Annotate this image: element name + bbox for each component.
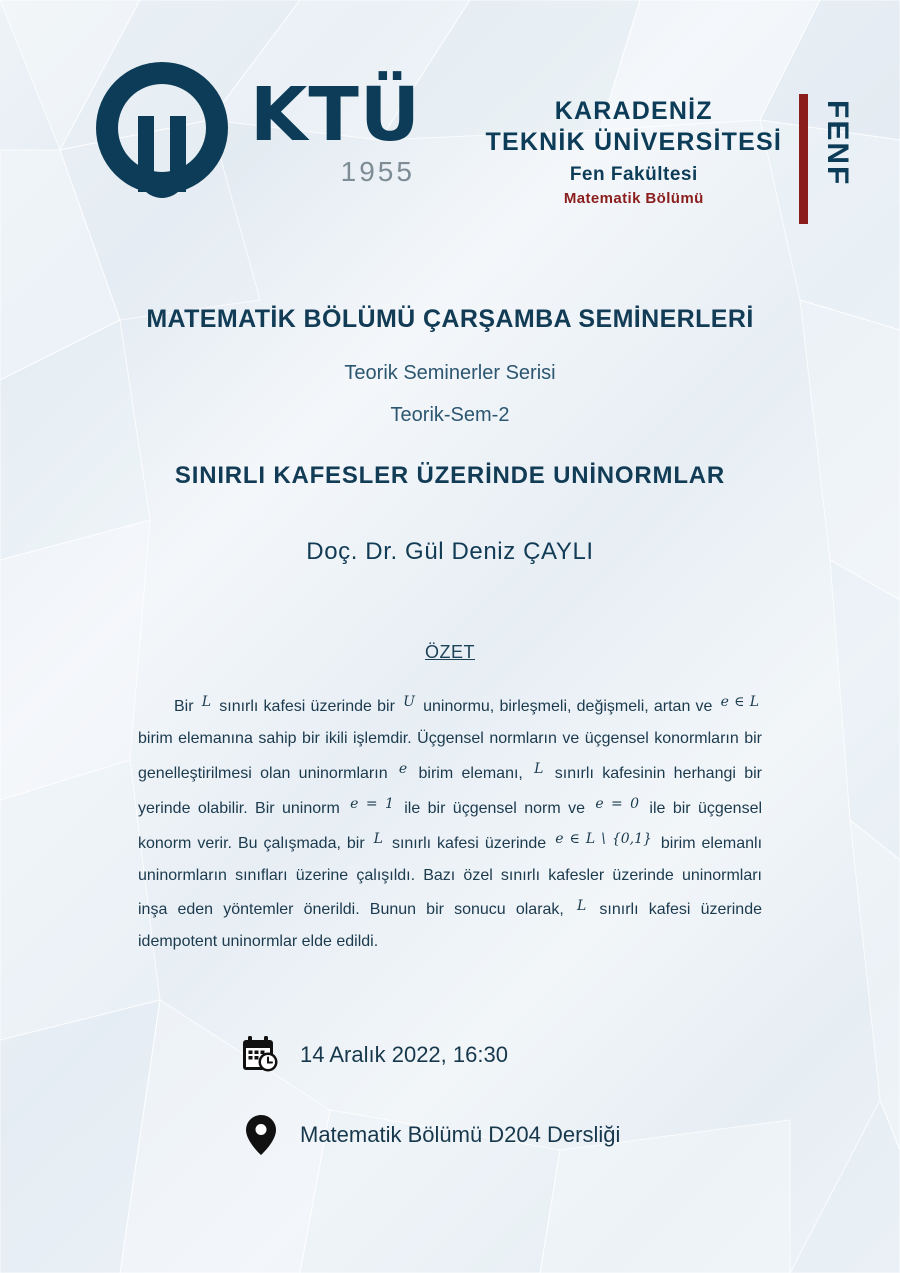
abstract-body [138,688,762,958]
logo-acronym: KTÜ [250,72,421,158]
poster-header [0,48,900,238]
math-symbol: L [373,830,383,847]
abstract-text: Bir L sınırlı kafesi üzerinde bir U uninormu, birleşmeli, değişmeli, artan ve e ∈ L birim elemanına sahip bir ikili işlemdir. Üçgensel normların ve üçgensel konormların bir genelleştirilmesi olan uninormların e birim elemanı, L sınırlı kafesinin herhangi bir yerinde olabilir. Bir uninorm e = 1 ile bir üçgensel norm ve e = 0 ile bir üçgensel konorm verir. Bu çalışmada, bir L sınırlı kafesi üzerinde e ∈ L \ {0,1} birim elemanlı uninormların sınıfları üzerine çalışıldı. Bazı özel sınırlı kafesler üzerinde uninormları inşa eden yöntemler önerildi. Bunun bir sonucu olarak, L sınırlı kafesi üzerinde idempotent uninormlar elde edildi. [138,694,763,951]
math-symbol: e ∈ L [720,694,759,710]
ktu-emblem-icon [76,56,248,206]
calendar-clock-icon [240,1034,282,1076]
map-pin-icon [240,1112,282,1158]
math-symbol: e ∈ L \ {0,1} [555,830,652,847]
series-code: Teorik-Sem-2 [390,404,510,426]
event-location-text: Matematik Bölümü D204 Dersliği [300,1122,621,1147]
event-date-row [240,1034,508,1076]
university-line-2: TEKNİK ÜNİVERSİTESİ [485,127,782,156]
math-symbol: e = 0 [595,795,640,812]
department-name: Matematik Bölümü [563,190,704,207]
university-line-1: KARADENİZ [554,97,713,125]
math-symbol: e [398,760,408,777]
math-symbol: e = 1 [350,795,394,812]
math-symbol: U [403,694,415,710]
university-name-block [486,96,782,207]
series-name: Teorik Seminerler Serisi [344,362,556,384]
faculty-abbreviation: FENF [821,100,854,187]
fenf-divider [799,94,808,224]
event-location-row [240,1112,620,1158]
speaker-name: Doç. Dr. Gül Deniz ÇAYLI [306,538,594,565]
event-date-text: 14 Aralık 2022, 16:30 [300,1042,508,1067]
talk-title: SINIRLI KAFESLER ÜZERİNDE UNİNORMLAR [174,462,726,489]
logo-year: 1955 [340,156,415,188]
abstract-heading: ÖZET [425,642,475,662]
faculty-name: Fen Fakültesi [569,164,698,185]
math-symbol: L [577,897,587,914]
ktu-logo [76,56,421,206]
math-symbol: L [201,694,212,710]
math-symbol: L [534,760,544,777]
seminar-series-title: MATEMATİK BÖLÜMÜ ÇARŞAMBA SEMİNERLERİ [146,305,754,333]
